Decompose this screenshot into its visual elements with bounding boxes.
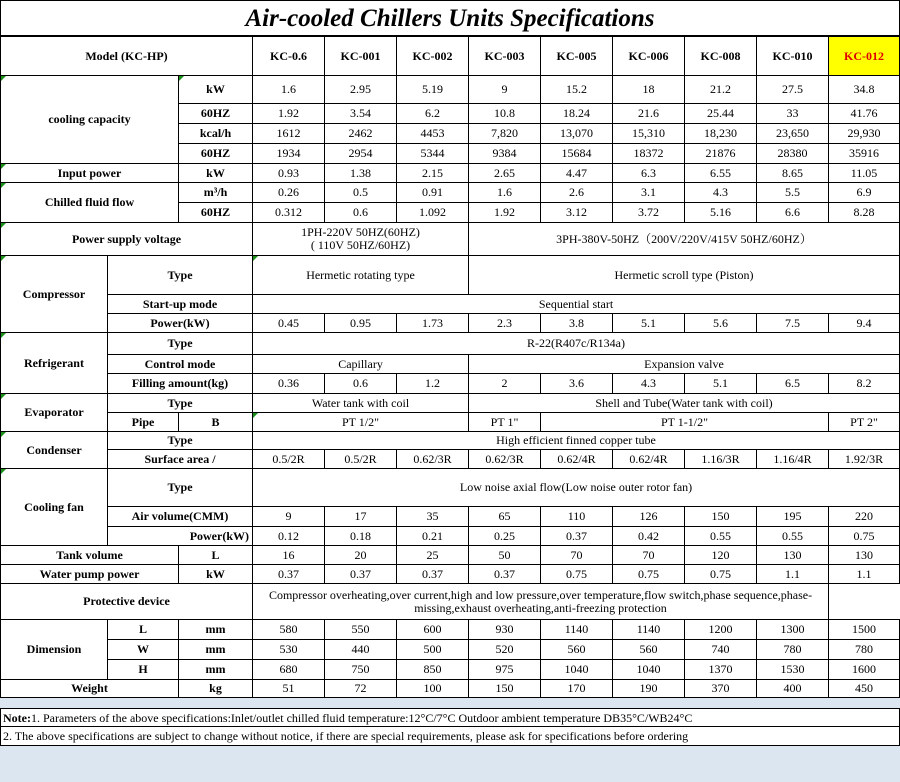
chilled-flow-row <box>1 183 900 203</box>
value-cell: 0.36 <box>253 374 325 394</box>
value-cell: 0.37 <box>397 565 469 584</box>
value-cell: 11.05 <box>829 164 900 183</box>
value-cell: 1.6 <box>469 183 541 203</box>
cooling-capacity-row <box>1 76 900 104</box>
value-cell: 6.2 <box>397 104 469 124</box>
value-cell: 1.92 <box>253 104 325 124</box>
value-cell: 0.95 <box>325 314 397 333</box>
value-cell: 0.75 <box>541 565 613 584</box>
value-cell: 9 <box>469 76 541 104</box>
model-name: KC-003 <box>469 37 541 76</box>
type-label: Type <box>108 394 253 413</box>
unit-label: 60HZ <box>179 203 253 223</box>
compressor-type-large: Hermetic scroll type (Piston) <box>469 256 900 295</box>
type-label: Type <box>108 256 253 295</box>
unit-label: kW <box>179 76 253 104</box>
value-cell: 1530 <box>757 660 829 680</box>
startup-label: Start-up mode <box>108 295 253 314</box>
value-cell: 6.6 <box>757 203 829 223</box>
evaporator-type-row <box>1 394 900 413</box>
value-cell: 220 <box>829 507 900 527</box>
dimension-label: Dimension <box>1 620 108 680</box>
value-cell: 0.62/3R <box>397 450 469 469</box>
power-supply-row <box>1 223 900 256</box>
value-cell: 5.5 <box>757 183 829 203</box>
value-cell: 1140 <box>613 620 685 640</box>
value-cell: 1.73 <box>397 314 469 333</box>
protective-line1: Compressor overheating,over current,high and low pressure,over temperature,flow switch,phase sequence,phase- <box>268 587 813 602</box>
value-cell: 2.3 <box>469 314 541 333</box>
dimension-row <box>1 640 900 660</box>
unit-label: mm <box>179 620 253 640</box>
value-cell: 0.26 <box>253 183 325 203</box>
model-label: Model (KC-HP) <box>1 37 253 76</box>
value-cell: 2.6 <box>541 183 613 203</box>
pipe-size: PT 1/2" <box>253 413 469 432</box>
value-cell: 50 <box>469 546 541 565</box>
value-cell: 9.4 <box>829 314 900 333</box>
value-cell: 20 <box>325 546 397 565</box>
value-cell: 6.9 <box>829 183 900 203</box>
value-cell: 0.62/4R <box>541 450 613 469</box>
value-cell: 6.3 <box>613 164 685 183</box>
value-cell: 34.8 <box>829 76 900 104</box>
model-header-row <box>1 37 900 76</box>
value-cell: 0.37 <box>325 565 397 584</box>
value-cell: 25.44 <box>685 104 757 124</box>
dimension-row <box>1 660 900 680</box>
axis-label: H <box>108 660 179 680</box>
value-cell: 1140 <box>541 620 613 640</box>
value-cell: 3.12 <box>541 203 613 223</box>
value-cell: 72 <box>325 680 397 698</box>
surface-label: Surface area / <box>108 450 253 469</box>
value-cell: 17 <box>325 507 397 527</box>
type-label: Type <box>108 333 253 355</box>
value-cell: 4453 <box>397 124 469 144</box>
model-name: KC-002 <box>397 37 469 76</box>
value-cell: 0.37 <box>253 565 325 584</box>
pipe-size: PT 2" <box>829 413 900 432</box>
input-power-label: Input power <box>1 164 179 183</box>
control-small: Capillary <box>253 355 469 374</box>
value-cell: 600 <box>397 620 469 640</box>
model-name: KC-001 <box>325 37 397 76</box>
unit-label: kcal/h <box>179 124 253 144</box>
value-cell: 1040 <box>541 660 613 680</box>
compressor-power-row <box>1 314 900 333</box>
value-cell: 41.76 <box>829 104 900 124</box>
pump-power-label: Water pump power <box>1 565 179 584</box>
value-cell: 2954 <box>325 144 397 164</box>
fan-type-value: Low noise axial flow(Low noise outer rotor fan) <box>253 469 900 507</box>
value-cell: 975 <box>469 660 541 680</box>
value-cell: 8.28 <box>829 203 900 223</box>
chilled-flow-label: Chilled fluid flow <box>1 183 179 223</box>
pump-power-row <box>1 565 900 584</box>
notes-section <box>0 708 900 746</box>
value-cell: 3.54 <box>325 104 397 124</box>
value-cell: 1.6 <box>253 76 325 104</box>
condenser-label: Condenser <box>1 432 108 469</box>
value-cell: 4.3 <box>685 183 757 203</box>
value-cell: 70 <box>541 546 613 565</box>
value-cell: 930 <box>469 620 541 640</box>
control-large: Expansion valve <box>469 355 900 374</box>
refrigerant-control-row <box>1 355 900 374</box>
unit-label: m³/h <box>179 183 253 203</box>
value-cell: 0.75 <box>613 565 685 584</box>
value-cell: 0.75 <box>829 527 900 546</box>
value-cell: 530 <box>253 640 325 660</box>
value-cell: 21.6 <box>613 104 685 124</box>
protective-value <box>253 584 829 620</box>
value-cell: 680 <box>253 660 325 680</box>
value-cell: 370 <box>685 680 757 698</box>
unit-label: kW <box>179 164 253 183</box>
value-cell: 0.21 <box>397 527 469 546</box>
value-cell: 28380 <box>757 144 829 164</box>
single-phase-line1: 1PH-220V 50HZ(60HZ) <box>301 225 420 239</box>
value-cell: 4.3 <box>613 374 685 394</box>
value-cell: 3.72 <box>613 203 685 223</box>
value-cell: 2462 <box>325 124 397 144</box>
unit-label: L <box>179 546 253 565</box>
value-cell: 5.1 <box>685 374 757 394</box>
value-cell: 18.24 <box>541 104 613 124</box>
value-cell: 0.91 <box>397 183 469 203</box>
fan-power-label: Power(kW) <box>108 527 253 546</box>
value-cell: 3.8 <box>541 314 613 333</box>
value-cell: 1.92/3R <box>829 450 900 469</box>
axis-label: L <box>108 620 179 640</box>
cooling-capacity-label: cooling capacity <box>1 76 179 164</box>
value-cell: 1.16/4R <box>757 450 829 469</box>
value-cell: 35 <box>397 507 469 527</box>
value-cell: 23,650 <box>757 124 829 144</box>
value-cell: 110 <box>541 507 613 527</box>
value-cell: 1.92 <box>469 203 541 223</box>
value-cell: 29,930 <box>829 124 900 144</box>
value-cell: 0.12 <box>253 527 325 546</box>
tank-volume-label: Tank volume <box>1 546 179 565</box>
tank-volume-row <box>1 546 900 565</box>
value-cell: 560 <box>613 640 685 660</box>
value-cell: 1612 <box>253 124 325 144</box>
fan-air-row <box>1 507 900 527</box>
fan-power-row <box>1 527 900 546</box>
value-cell: 3.1 <box>613 183 685 203</box>
value-cell: 130 <box>757 546 829 565</box>
value-cell: 5.1 <box>613 314 685 333</box>
air-volume-label: Air volume(CMM) <box>108 507 253 527</box>
control-label: Control mode <box>108 355 253 374</box>
value-cell: 170 <box>541 680 613 698</box>
value-cell: 1300 <box>757 620 829 640</box>
value-cell: 18,230 <box>685 124 757 144</box>
value-cell: 0.62/3R <box>469 450 541 469</box>
value-cell: 15,310 <box>613 124 685 144</box>
value-cell: 0.312 <box>253 203 325 223</box>
unit-label: kW <box>179 565 253 584</box>
value-cell: 2.65 <box>469 164 541 183</box>
value-cell: 1040 <box>613 660 685 680</box>
value-cell: 500 <box>397 640 469 660</box>
condenser-surface-row <box>1 450 900 469</box>
model-name: KC-0.6 <box>253 37 325 76</box>
power-label: Power(kW) <box>108 314 253 333</box>
unit-label: mm <box>179 640 253 660</box>
pipe-unit: B <box>179 413 253 432</box>
value-cell: 450 <box>829 680 900 698</box>
weight-label: Weight <box>1 680 179 698</box>
evaporator-pipe-row <box>1 413 900 432</box>
value-cell: 1.16/3R <box>685 450 757 469</box>
axis-label: W <box>108 640 179 660</box>
value-cell: 0.55 <box>685 527 757 546</box>
three-phase-cell: 3PH-380V-50HZ（200V/220V/415V 50HZ/60HZ） <box>469 223 900 256</box>
value-cell: 1600 <box>829 660 900 680</box>
value-cell: 0.25 <box>469 527 541 546</box>
value-cell: 0.93 <box>253 164 325 183</box>
input-power-row <box>1 164 900 183</box>
model-name: KC-010 <box>757 37 829 76</box>
value-cell: 1.1 <box>829 565 900 584</box>
value-cell: 21876 <box>685 144 757 164</box>
value-cell: 8.65 <box>757 164 829 183</box>
type-label: Type <box>108 469 253 507</box>
value-cell: 195 <box>757 507 829 527</box>
startup-value: Sequential start <box>253 295 900 314</box>
value-cell: 1.1 <box>757 565 829 584</box>
note-line-2 <box>0 727 900 746</box>
value-cell: 130 <box>829 546 900 565</box>
value-cell: 0.5/2R <box>325 450 397 469</box>
value-cell: 2.15 <box>397 164 469 183</box>
value-cell: 13,070 <box>541 124 613 144</box>
value-cell: 1.38 <box>325 164 397 183</box>
model-name: KC-008 <box>685 37 757 76</box>
refrigerant-label: Refrigerant <box>1 333 108 394</box>
value-cell: 6.5 <box>757 374 829 394</box>
value-cell: 1370 <box>685 660 757 680</box>
value-cell: 190 <box>613 680 685 698</box>
value-cell: 15.2 <box>541 76 613 104</box>
value-cell: 5344 <box>397 144 469 164</box>
value-cell: 7,820 <box>469 124 541 144</box>
value-cell: 120 <box>685 546 757 565</box>
pipe-label: Pipe <box>108 413 179 432</box>
value-cell: 0.18 <box>325 527 397 546</box>
value-cell: 1934 <box>253 144 325 164</box>
value-cell: 3.6 <box>541 374 613 394</box>
compressor-label: Compressor <box>1 256 108 333</box>
compressor-type-small: Hermetic rotating type <box>253 256 469 295</box>
protective-label: Protective device <box>1 584 253 620</box>
value-cell: 27.5 <box>757 76 829 104</box>
value-cell: 25 <box>397 546 469 565</box>
value-cell: 1500 <box>829 620 900 640</box>
cooling-fan-label: Cooling fan <box>1 469 108 546</box>
value-cell: 51 <box>253 680 325 698</box>
value-cell: 0.45 <box>253 314 325 333</box>
page-title: Air-cooled Chillers Units Specifications <box>0 0 900 36</box>
type-label: Type <box>108 432 253 450</box>
value-cell: 8.2 <box>829 374 900 394</box>
protective-line2: missing,exhaust overheating,anti-freezing protection <box>414 600 667 615</box>
model-name-highlighted: KC-012 <box>829 37 900 76</box>
value-cell: 2 <box>469 374 541 394</box>
value-cell: 0.42 <box>613 527 685 546</box>
value-cell: 1.2 <box>397 374 469 394</box>
value-cell: 0.5/2R <box>253 450 325 469</box>
value-cell: 0.6 <box>325 203 397 223</box>
note-text: 2. The above specifications are subject to change without notice, if there are special requirements, please ask for specifications before ordering <box>3 729 689 743</box>
single-phase-cell <box>253 223 469 256</box>
note-text: 1. Parameters of the above specifications:Inlet/outlet chilled fluid temperature:12°C/7°C Outdoor ambient temperature DB35°C/WB24°C <box>30 711 693 725</box>
value-cell: 100 <box>397 680 469 698</box>
model-name: KC-006 <box>613 37 685 76</box>
pipe-size: PT 1" <box>469 413 541 432</box>
value-cell: 0.37 <box>541 527 613 546</box>
pipe-size: PT 1-1/2" <box>541 413 829 432</box>
value-cell: 560 <box>541 640 613 660</box>
power-supply-label: Power supply voltage <box>1 223 253 256</box>
unit-label: 60HZ <box>179 104 253 124</box>
value-cell: 126 <box>613 507 685 527</box>
evaporator-type-large: Shell and Tube(Water tank with coil) <box>469 394 900 413</box>
value-cell: 70 <box>613 546 685 565</box>
unit-label: 60HZ <box>179 144 253 164</box>
value-cell: 0.37 <box>469 565 541 584</box>
value-cell: 750 <box>325 660 397 680</box>
value-cell: 0.55 <box>757 527 829 546</box>
filling-label: Filling amount(kg) <box>108 374 253 394</box>
value-cell: 0.6 <box>325 374 397 394</box>
value-cell: 5.19 <box>397 76 469 104</box>
value-cell: 6.55 <box>685 164 757 183</box>
value-cell: 15684 <box>541 144 613 164</box>
specifications-table <box>0 36 900 698</box>
refrigerant-type-row <box>1 333 900 355</box>
value-cell: 0.75 <box>685 565 757 584</box>
value-cell: 1.092 <box>397 203 469 223</box>
value-cell: 9 <box>253 507 325 527</box>
value-cell: 9384 <box>469 144 541 164</box>
evaporator-label: Evaporator <box>1 394 108 432</box>
value-cell: 780 <box>829 640 900 660</box>
evaporator-type-small: Water tank with coil <box>253 394 469 413</box>
condenser-type-row <box>1 432 900 450</box>
value-cell: 35916 <box>829 144 900 164</box>
compressor-type-row <box>1 256 900 295</box>
value-cell: 21.2 <box>685 76 757 104</box>
value-cell: 1200 <box>685 620 757 640</box>
note-prefix: Note: <box>3 711 31 725</box>
value-cell: 520 <box>469 640 541 660</box>
value-cell: 550 <box>325 620 397 640</box>
weight-row <box>1 680 900 698</box>
value-cell: 0.62/4R <box>613 450 685 469</box>
value-cell: 16 <box>253 546 325 565</box>
value-cell: 440 <box>325 640 397 660</box>
value-cell: 780 <box>757 640 829 660</box>
value-cell: 65 <box>469 507 541 527</box>
value-cell: 4.47 <box>541 164 613 183</box>
compressor-startup-row <box>1 295 900 314</box>
value-cell: 150 <box>469 680 541 698</box>
value-cell: 33 <box>757 104 829 124</box>
value-cell: 5.6 <box>685 314 757 333</box>
value-cell: 580 <box>253 620 325 640</box>
note-line-1 <box>0 708 900 727</box>
fan-type-row <box>1 469 900 507</box>
value-cell: 740 <box>685 640 757 660</box>
value-cell: 10.8 <box>469 104 541 124</box>
refrigerant-filling-row <box>1 374 900 394</box>
condenser-type-value: High efficient finned copper tube <box>253 432 900 450</box>
model-name: KC-005 <box>541 37 613 76</box>
single-phase-line2: ( 110V 50HZ/60HZ) <box>310 238 411 252</box>
unit-label: kg <box>179 680 253 698</box>
value-cell: 850 <box>397 660 469 680</box>
value-cell: 400 <box>757 680 829 698</box>
value-cell: 2.95 <box>325 76 397 104</box>
value-cell: 0.5 <box>325 183 397 203</box>
value-cell: 150 <box>685 507 757 527</box>
value-cell: 18372 <box>613 144 685 164</box>
dimension-row <box>1 620 900 640</box>
protective-row <box>1 584 900 620</box>
value-cell: 5.16 <box>685 203 757 223</box>
refrigerant-type-value: R-22(R407c/R134a) <box>253 333 900 355</box>
value-cell: 18 <box>613 76 685 104</box>
value-cell: 7.5 <box>757 314 829 333</box>
unit-label: mm <box>179 660 253 680</box>
